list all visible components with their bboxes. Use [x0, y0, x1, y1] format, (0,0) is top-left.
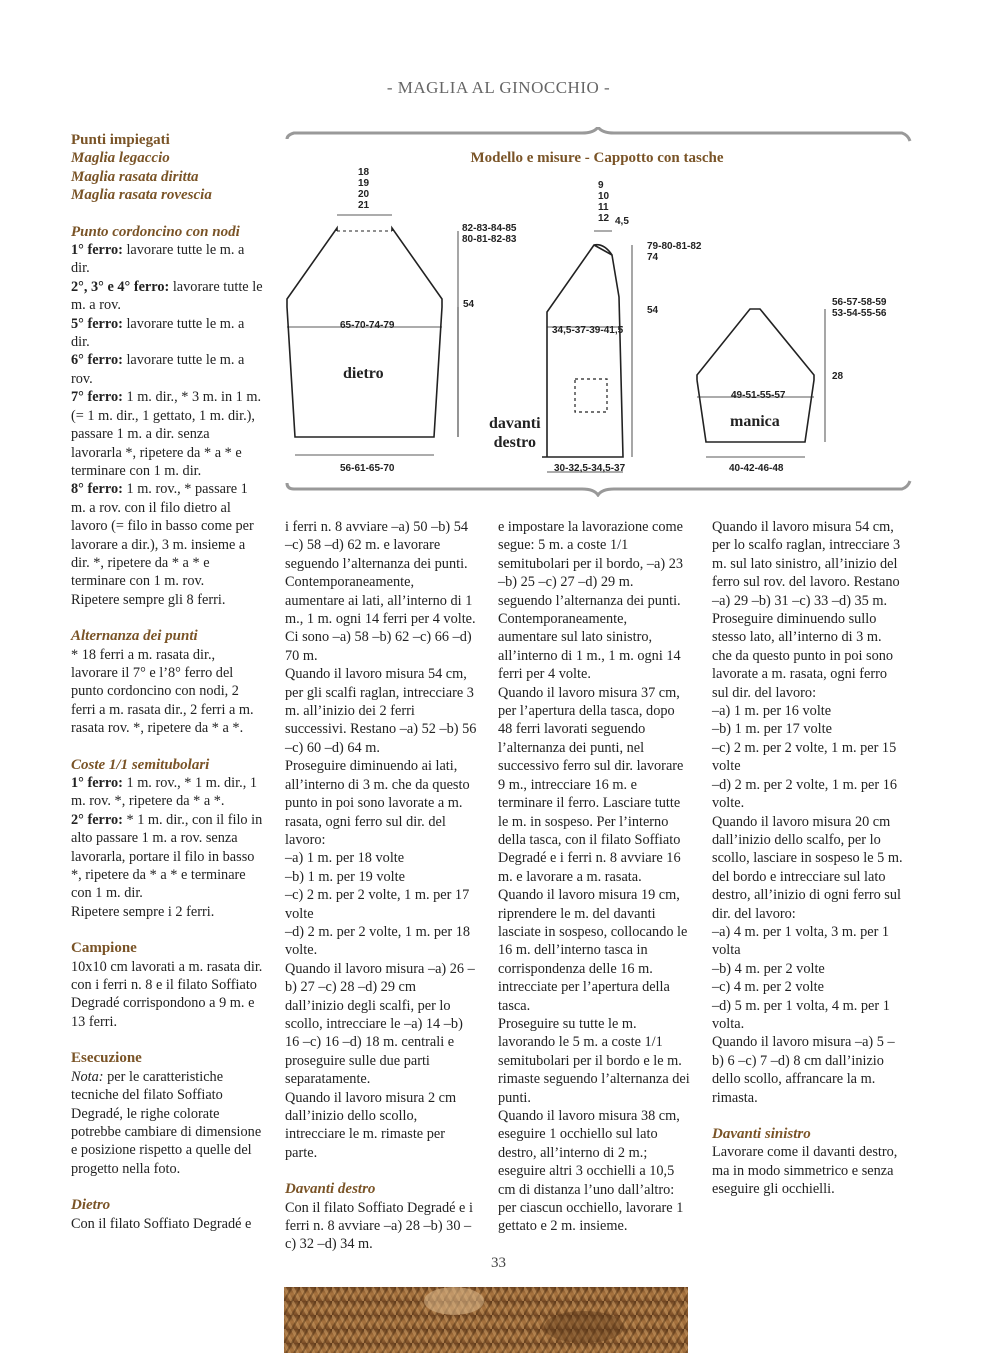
row-instruction: 7° ferro: 1 m. dir., * 3 m. in 1 m. (= 1 m. dir., 1 gettato, 1 m. dir.), passare 1 m. a dir. senza lavorarla *, ripetere da * a * e terminare con 1 m. dir.: [71, 389, 262, 479]
pattern-diagram: [282, 127, 912, 497]
back-piece-label: dietro: [343, 365, 384, 382]
section-heading-execution: Esecuzione: [71, 1050, 142, 1067]
list-item: –d) 2 m. per 2 volte, 1 m. per 16 volte.: [712, 776, 898, 812]
list-item: –d) 2 m. per 2 volte, 1 m. per 18 volte.: [285, 923, 471, 959]
list-item: –b) 1 m. per 17 volte: [712, 721, 832, 738]
execution-note: Nota: per le caratteristiche tecniche del filato Soffiato Degradé, le righe colorate potrebbe cambiare di dimensione e posizione rispetto a quelle del progetto nella foto.: [71, 1068, 262, 1177]
diagram-drawing: [282, 127, 912, 497]
stitch-name: Maglia legaccio: [71, 150, 170, 167]
text-column-4: [712, 518, 904, 1199]
list-item: –d) 5 m. per 1 volta, 4 m. per 1 volta.: [712, 997, 890, 1032]
top-brace: [287, 127, 910, 141]
paragraph: Quando il lavoro misura 20 cm dall’inizio dello scalfo, per lo scollo, lasciare in sospeso le 5 m. del bordo e intrecciare sul lato destro, all’inizio di ogni ferro sul dir. del lavoro:: [712, 813, 903, 922]
front-piece: [542, 245, 623, 457]
section-heading-right-front: Davanti destro: [285, 1181, 376, 1198]
paragraph: Con il filato Soffiato Degradé e i ferri n. 8 avviare –a) 28 –b) 30 –c) 32 –d) 34 m.: [285, 1199, 473, 1253]
knit-texture: [284, 1287, 688, 1353]
section-heading-back: Dietro: [71, 1197, 111, 1214]
row-instruction: 2° ferro: * 1 m. dir., con il filo in alto passare 1 m. a rov. senza lavorarla, portare il filo in basso *, ripetere da * a * e terminare con 1 m. dir.: [71, 811, 263, 902]
text-column-2: [285, 518, 477, 1254]
row-instruction: 8° ferro: 1 m. rov., * passare 1 m. a rov. con il filo dietro al lavoro (= filo in basso come per lavorare a dir.), 3 m. insieme a dir. *, ripetere da * a * e terminare con 1 m. rov.: [71, 481, 254, 590]
section-heading-left-front: Davanti sinistro: [712, 1126, 811, 1142]
paragraph: Proseguire diminuendo ai lati, all’interno di 3 m. che da questo punto in poi sono lavorate a m. rasata, ogni ferro sul dir. del lavoro:: [285, 758, 470, 848]
front-armhole-height: 54: [647, 305, 659, 316]
front-piece-label: davanti destro: [489, 415, 541, 451]
list-item: –a) 4 m. per 1 volta, 3 m. per 1 volta: [712, 923, 890, 959]
paragraph: Quando il lavoro misura 54 cm, per gli scalfi raglan, intrecciare 3 m. all’inizio dei 2 ferri successivi. Restano –a) 52 –b) 56 –c) 60 –d) 64 m.: [285, 666, 477, 756]
paragraph: e impostare la lavorazione come segue: 5 m. a coste 1/1 semitubolari per il bordo, –a) 23 –b) 25 –c) 27 –d) 29 m. seguendo l’alternanza dei punti. Contemporaneamente, aumentare sul lato sinistro, all’interno di 1 m., 1 m. ogni 14 ferri per 4 volte.: [498, 519, 684, 683]
back-chest-width: 65-70-74-79: [340, 320, 395, 331]
stitch-name: Maglia rasata rovescia: [71, 187, 212, 204]
section-heading-gauge: Campione: [71, 940, 137, 957]
sleeve-piece-label: manica: [730, 413, 780, 430]
paragraph: Lavorare come il davanti destro, ma in modo simmetrico e senza eseguire gli occhielli.: [712, 1144, 898, 1198]
alternation-text: * 18 ferri a m. rasata dir., lavorare il 7° e l’8° ferro del punto cordoncino con nodi, 2 ferri a m. rasata dir., 2 ferri a m. rasata rov. *, ripetere da * a *.: [71, 646, 254, 737]
list-item: –b) 4 m. per 2 volte: [712, 960, 825, 977]
sleeve-top-width: 49-51-55-57: [731, 390, 786, 401]
running-title: - MAGLIA AL GINOCCHIO -: [386, 78, 611, 97]
front-neck-width: 9 10 11 12: [598, 180, 610, 224]
row-instruction: 2°, 3° e 4° ferro: lavorare tutte le m. a rov.: [71, 278, 263, 314]
paragraph: Quando il lavoro misura –a) 5 –b) 6 –c) 7 –d) 8 cm dall’inizio dello scollo, affrancare la m. rimasta.: [712, 1034, 895, 1106]
text-column-1: [71, 131, 263, 1233]
row-instruction: 1° ferro: lavorare tutte le m. a dir.: [71, 242, 245, 277]
back-piece: [287, 228, 442, 437]
back-armhole-height: 54: [463, 299, 475, 310]
diagram-title: Modello e misure - Cappotto con tasche: [470, 150, 724, 166]
back-dim-lines: [287, 215, 458, 455]
back-total-height: 82-83-84-85 80-81-82-83: [462, 223, 517, 245]
paragraph: Quando il lavoro misura –a) 26 –b) 27 –c) 28 –d) 29 cm dall’inizio degli scalfi, per lo scollo, intrecciare le –a) 14 –b) 16 –c) 16 –d) 18 m. centrali e proseguire sulle due parti separatamente.: [285, 960, 475, 1088]
sleeve-bottom-width: 40-42-46-48: [729, 463, 784, 474]
back-text-start: Con il filato Soffiato Degradé e: [71, 1215, 252, 1232]
list-item: –b) 1 m. per 19 volte: [285, 868, 405, 885]
knit-photo: [284, 1287, 688, 1353]
front-total-height: 79-80-81-82 74: [647, 241, 702, 263]
list-item: –a) 1 m. per 18 volte: [285, 850, 405, 867]
paragraph: Quando il lavoro misura 54 cm, per lo scalfo raglan, intrecciare 3 m. sul lato sinistro, all’inizio del ferro sul rov. del lavoro. Restano –a) 29 –b) 31 –c) 33 –d) 35 m.: [712, 519, 901, 609]
repeat-note: Ripetere sempre i 2 ferri.: [71, 903, 215, 920]
row-instruction: 5° ferro: lavorare tutte le m. a dir.: [71, 315, 245, 351]
repeat-note: Ripetere sempre gli 8 ferri.: [71, 591, 226, 608]
front-chest-width: 34,5-37-39-41,5: [552, 325, 624, 336]
front-bottom-width: 30-32,5-34,5-37: [554, 463, 626, 474]
front-dim-lines: [547, 231, 632, 472]
paragraph: i ferri n. 8 avviare –a) 50 –b) 54 –c) 58 –d) 62 m. e lavorare seguendo l’alternanza dei punti. Contemporaneamente, aumentare ai lati, all’interno di 1 m., 1 m. ogni 14 ferri per 4 volte. Ci sono –a) 58 –b) 62 –c) 66 –d) 70 m.: [285, 519, 476, 664]
list-item: –a) 1 m. per 16 volte: [712, 703, 832, 720]
section-heading-alternation: Alternanza dei punti: [71, 628, 198, 645]
back-bottom-width: 56-61-65-70: [340, 463, 395, 474]
stitch-name: Maglia rasata diritta: [71, 168, 199, 185]
section-heading-cordon: Punto cordoncino con nodi: [71, 223, 240, 240]
sleeve-total-height: 56-57-58-59 53-54-55-56: [832, 297, 887, 319]
row-instruction: 6° ferro: lavorare tutte le m. a rov.: [71, 352, 245, 387]
back-neck-width: 18 19 20 21: [358, 167, 370, 211]
text-column-3: [498, 518, 690, 1236]
paragraph: Proseguire su tutte le m. lavorando le 5 m. a coste 1/1 semitubolari per il bordo e le m. rimaste seguendo l’alternanza dei punti.: [498, 1015, 690, 1106]
section-heading-stitches: Punti impiegati: [71, 132, 170, 148]
list-item: –c) 4 m. per 2 volte: [712, 979, 824, 996]
paragraph: Quando il lavoro misura 38 cm, eseguire 1 occhiello sul lato destro, all’interno di 2 m.; eseguire altri 3 occhielli a 10,5 cm di distanza l’uno dall’altro: per ciascun occhiello, lavorare 1 gettato e 2 m. insieme.: [498, 1108, 684, 1235]
paragraph: Proseguire diminuendo sullo stesso lato, all’interno di 3 m. che da questo punto in poi sono lavorate a m. rasata, ogni ferro sul dir. del lavoro:: [712, 611, 894, 701]
sleeve-cap-height: 28: [832, 371, 844, 382]
front-neck-offset: 4,5: [615, 216, 629, 227]
gauge-text: 10x10 cm lavorati a m. rasata dir. con i ferri n. 8 e il filato Soffiato Degradé corrispondono a 9 m. e 13 ferri.: [71, 958, 263, 1030]
list-item: –c) 2 m. per 2 volte, 1 m. per 17 volte: [285, 887, 470, 922]
paragraph: Quando il lavoro misura 37 cm, per l’apertura della tasca, dopo 48 ferri lavorati seguendo l’alternanza dei punti, nel successivo ferro sul dir. lavorare 9 m., intrecciare 16 m. e terminare il ferro. Lasciare tutte le m. in sospeso. Per l’interno della tasca, con il filato Soffiato Degradé e i ferri n. 8 avviare 16 m. e lavorare a m. rasata. Quando il lavoro misura 19 cm, riprendere le m. del davanti lasciate in sospeso, collocando le 16 m. dell’interno tasca in corrispondenza delle 16 m. intrecciate per l’apertura della tasca.: [498, 684, 688, 1014]
bottom-brace: [287, 481, 910, 495]
row-instruction: 1° ferro: 1 m. rov., * 1 m. dir., 1 m. rov. *, ripetere da * a *.: [71, 775, 257, 810]
list-item: –c) 2 m. per 2 volte, 1 m. per 15 volte: [712, 739, 897, 775]
page-number: 33: [491, 1255, 506, 1271]
paragraph: Quando il lavoro misura 2 cm dall’inizio dello scollo, intrecciare le m. rimaste per parte.: [285, 1089, 457, 1161]
section-heading-ribbing: Coste 1/1 semitubolari: [71, 756, 210, 773]
